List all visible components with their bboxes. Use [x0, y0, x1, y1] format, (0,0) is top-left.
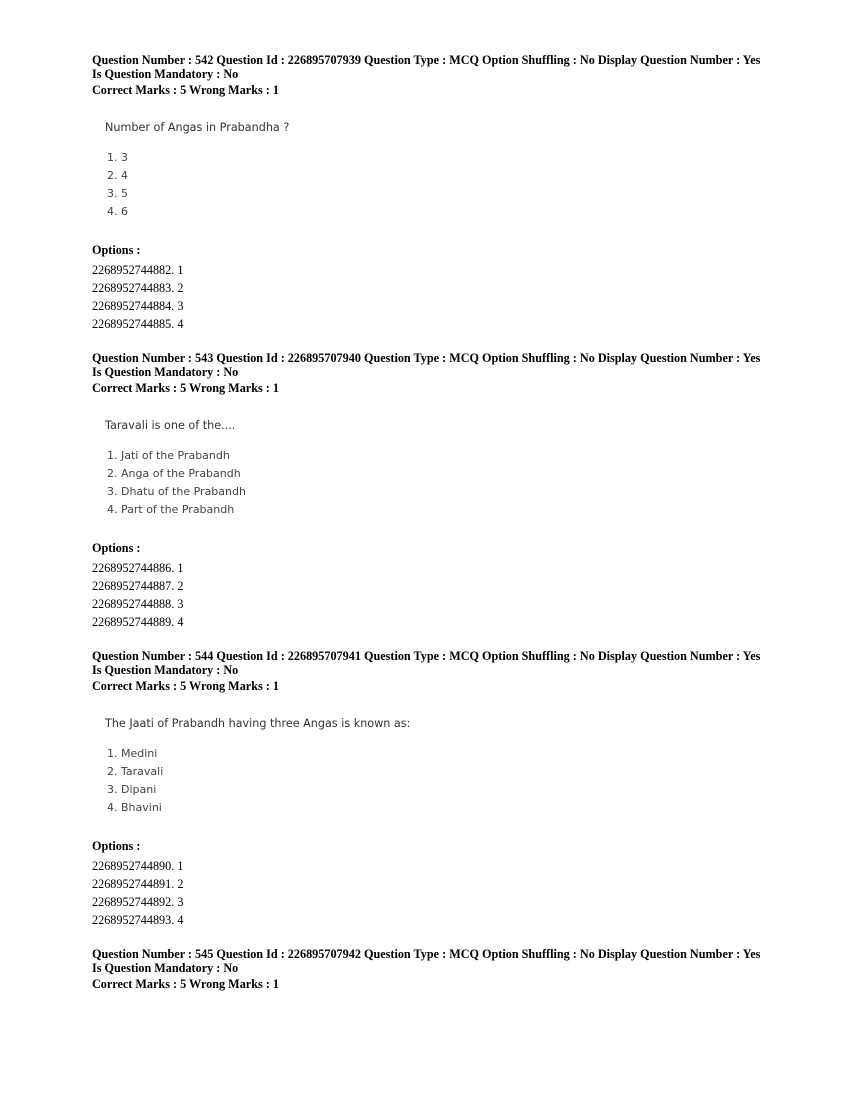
option-item: 2268952744884. 3 — [92, 298, 184, 313]
choice-item: 4. 6 — [107, 204, 128, 218]
question-header: Question Number : 545 Question Id : 226895707942 Question Type : MCQ Option Shuffling : No Display Question Number : Yes Is Question Mandatory : No — [92, 947, 761, 975]
question-image — [92, 419, 772, 519]
question-image — [92, 717, 772, 817]
option-item: 2268952744887. 2 — [92, 578, 184, 593]
option-item: 2268952744892. 3 — [92, 894, 184, 909]
option-item: 2268952744891. 2 — [92, 876, 184, 891]
question-block-544 — [92, 650, 772, 929]
option-item: 2268952744889. 4 — [92, 614, 184, 629]
question-text: Number of Angas in Prabandha ? — [105, 120, 290, 134]
options-label: Options : — [92, 242, 141, 257]
options-label: Options : — [92, 838, 141, 853]
choice-item: 2. Anga of the Prabandh — [107, 466, 241, 480]
marks-line: Correct Marks : 5 Wrong Marks : 1 — [92, 977, 279, 991]
options-list — [92, 261, 772, 333]
options-list — [92, 857, 772, 929]
choice-item: 3. Dipani — [107, 782, 157, 796]
question-choices — [107, 149, 772, 221]
choice-item: 4. Part of the Prabandh — [107, 502, 235, 516]
option-item: 2268952744882. 1 — [92, 262, 184, 277]
choice-item: 2. 4 — [107, 168, 128, 182]
marks-line: Correct Marks : 5 Wrong Marks : 1 — [92, 381, 279, 395]
choice-item: 1. Jati of the Prabandh — [107, 448, 230, 462]
choice-item: 3. 5 — [107, 186, 128, 200]
option-item: 2268952744890. 1 — [92, 858, 184, 873]
question-text: Taravali is one of the.... — [105, 418, 236, 432]
question-choices — [107, 745, 772, 817]
marks-line: Correct Marks : 5 Wrong Marks : 1 — [92, 83, 279, 97]
question-text: The Jaati of Prabandh having three Angas is known as: — [105, 716, 411, 730]
question-block-545 — [92, 948, 772, 992]
question-header: Question Number : 544 Question Id : 226895707941 Question Type : MCQ Option Shuffling : No Display Question Number : Yes Is Question Mandatory : No — [92, 649, 761, 677]
question-block-543 — [92, 352, 772, 631]
choice-item: 1. Medini — [107, 746, 158, 760]
option-item: 2268952744886. 1 — [92, 560, 184, 575]
question-header: Question Number : 543 Question Id : 226895707940 Question Type : MCQ Option Shuffling : No Display Question Number : Yes Is Question Mandatory : No — [92, 351, 761, 379]
option-item: 2268952744883. 2 — [92, 280, 184, 295]
choice-item: 2. Taravali — [107, 764, 164, 778]
choice-item: 4. Bhavini — [107, 800, 162, 814]
question-block-542 — [92, 54, 772, 333]
question-choices — [107, 447, 772, 519]
choice-item: 1. 3 — [107, 150, 128, 164]
option-item: 2268952744893. 4 — [92, 912, 184, 927]
options-list — [92, 559, 772, 631]
choice-item: 3. Dhatu of the Prabandh — [107, 484, 246, 498]
question-header: Question Number : 542 Question Id : 226895707939 Question Type : MCQ Option Shuffling : No Display Question Number : Yes Is Question Mandatory : No — [92, 53, 761, 81]
option-item: 2268952744885. 4 — [92, 316, 184, 331]
marks-line: Correct Marks : 5 Wrong Marks : 1 — [92, 679, 279, 693]
option-item: 2268952744888. 3 — [92, 596, 184, 611]
question-image — [92, 121, 772, 221]
options-label: Options : — [92, 540, 141, 555]
